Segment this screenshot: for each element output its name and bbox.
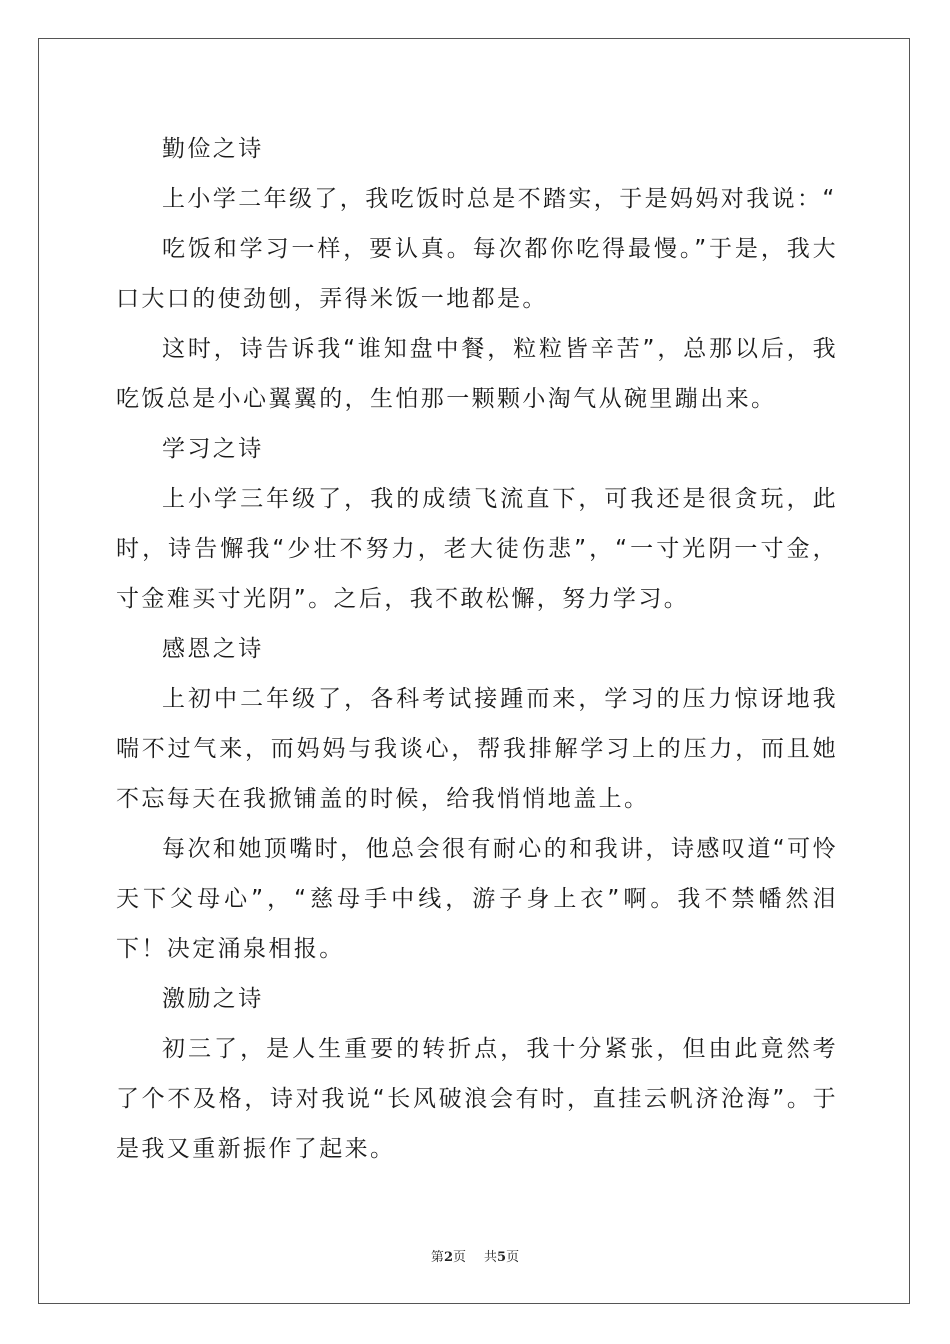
total-page-number: 5 xyxy=(497,1250,507,1265)
page-suffix: 页 xyxy=(452,1250,466,1265)
current-page-number: 2 xyxy=(443,1250,453,1265)
page-footer xyxy=(0,1246,950,1265)
paragraph: 初三了，是人生重要的转折点，我十分紧张，但由此竟然考了个不及格，诗对我说“长风破浪会有时，直挂云帆济沧海”。于是我又重新振作了起来。 xyxy=(116,1036,838,1162)
page-prefix: 第 xyxy=(430,1250,444,1265)
paragraph: 这时，诗告诉我“谁知盘中餐，粒粒皆辛苦”，总那以后，我吃饭总是小心翼翼的，生怕那一颗颗小淘气从碗里蹦出来。 xyxy=(116,336,838,412)
paragraph: 每次和她顶嘴时，他总会很有耐心的和我讲，诗感叹道“可怜天下父母心”，“慈母手中线，游子身上衣”啊。我不禁幡然泪下！决定涌泉相报。 xyxy=(116,836,838,962)
section-title-encouragement: 激励之诗 xyxy=(162,986,264,1012)
total-prefix: 共 xyxy=(484,1250,498,1265)
paragraph: 上小学二年级了，我吃饭时总是不踏实，于是妈妈对我说：“ xyxy=(162,186,837,212)
total-suffix: 页 xyxy=(506,1250,520,1265)
section-title-gratitude: 感恩之诗 xyxy=(162,636,264,662)
paragraph: 吃饭和学习一样，要认真。每次都你吃得最慢。”于是，我大口大口的使劲刨，弄得米饭一地都是。 xyxy=(116,236,838,312)
paragraph: 上小学三年级了，我的成绩飞流直下，可我还是很贪玩，此时，诗告懈我“少壮不努力，老大徒伤悲”，“一寸光阴一寸金，寸金难买寸光阴”。之后，我不敢松懈，努力学习。 xyxy=(116,486,838,612)
paragraph: 上初中二年级了，各科考试接踵而来，学习的压力惊讶地我喘不过气来，而妈妈与我谈心，帮我排解学习上的压力，而且她不忘每天在我掀铺盖的时候，给我悄悄地盖上。 xyxy=(116,686,838,812)
section-title-study: 学习之诗 xyxy=(162,436,264,462)
section-title-thrift: 勤俭之诗 xyxy=(162,136,264,162)
document-body xyxy=(116,124,838,1174)
